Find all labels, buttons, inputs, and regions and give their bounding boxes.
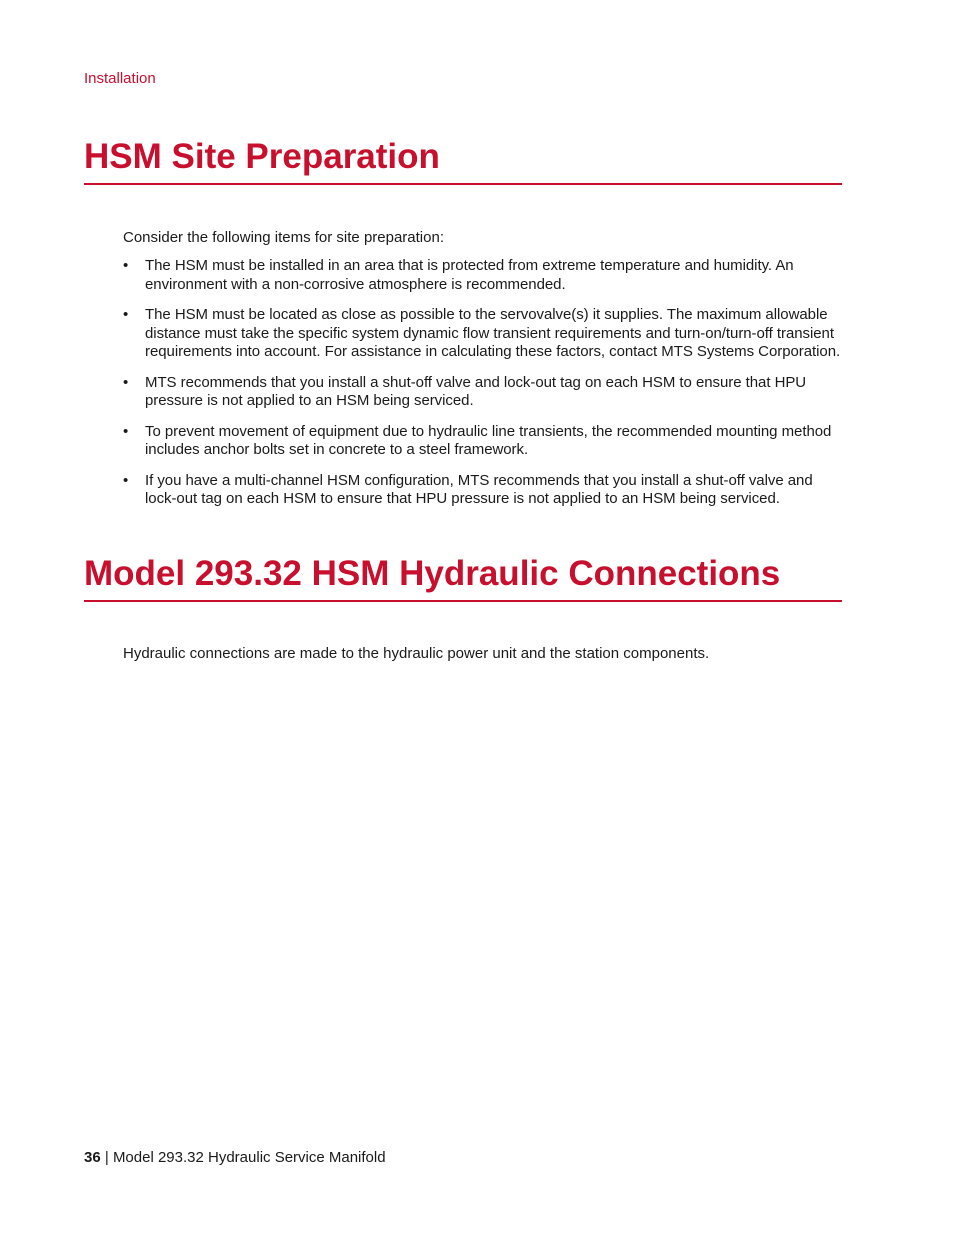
list-item [123,257,843,294]
bullet-icon: • [123,422,129,440]
list-item [123,306,843,362]
list-item-text: MTS recommends that you install a shut-off valve and lock-out tag on each HSM to ensure that HPU pressure is not applied to an HSM being serviced. [145,373,807,409]
hydraulic-connections-intro: Hydraulic connections are made to the hydraulic power unit and the station components. [123,645,710,662]
page-footer [84,1149,386,1166]
list-item-text: To prevent movement of equipment due to hydraulic line transients, the recommended mounting method includes anchor bolts set in concrete to a steel framework. [145,422,832,458]
bullet-icon: • [123,471,129,489]
bullet-icon: • [123,257,129,274]
list-item-text: The HSM must be located as close as possible to the servovalve(s) it supplies. The maximum allowable distance must take the specific system dynamic flow transient requirements and turn-on/turn-off transient requirements into account. For assistance in calculating these factors, contact MTS Systems Corporation. [145,306,841,360]
list-item-text: If you have a multi-channel HSM configuration, MTS recommends that you install a shut-off valve and lock-out tag on each HSM to ensure that HPU pressure is not applied to an HSM being serviced. [145,471,813,507]
footer-separator: | [104,1149,109,1166]
footer-document-title: Model 293.32 Hydraulic Service Manifold [112,1149,386,1166]
list-item [123,374,843,411]
page-number: 36 [84,1149,101,1166]
list-item [123,423,843,460]
bullet-icon: • [123,373,129,391]
site-preparation-intro: Consider the following items for site preparation: [123,229,444,246]
list-item-text: The HSM must be installed in an area that is protected from extreme temperature and humidity. An environment with a non-corrosive atmosphere is recommended. [145,257,794,293]
bullet-icon: • [123,306,129,323]
running-header-breadcrumb: Installation [84,70,156,87]
section-title-hydraulic-connections: Model 293.32 HSM Hydraulic Connections [84,554,842,602]
site-preparation-list [123,257,843,521]
section-title-site-preparation: HSM Site Preparation [84,137,842,185]
list-item [123,472,843,509]
